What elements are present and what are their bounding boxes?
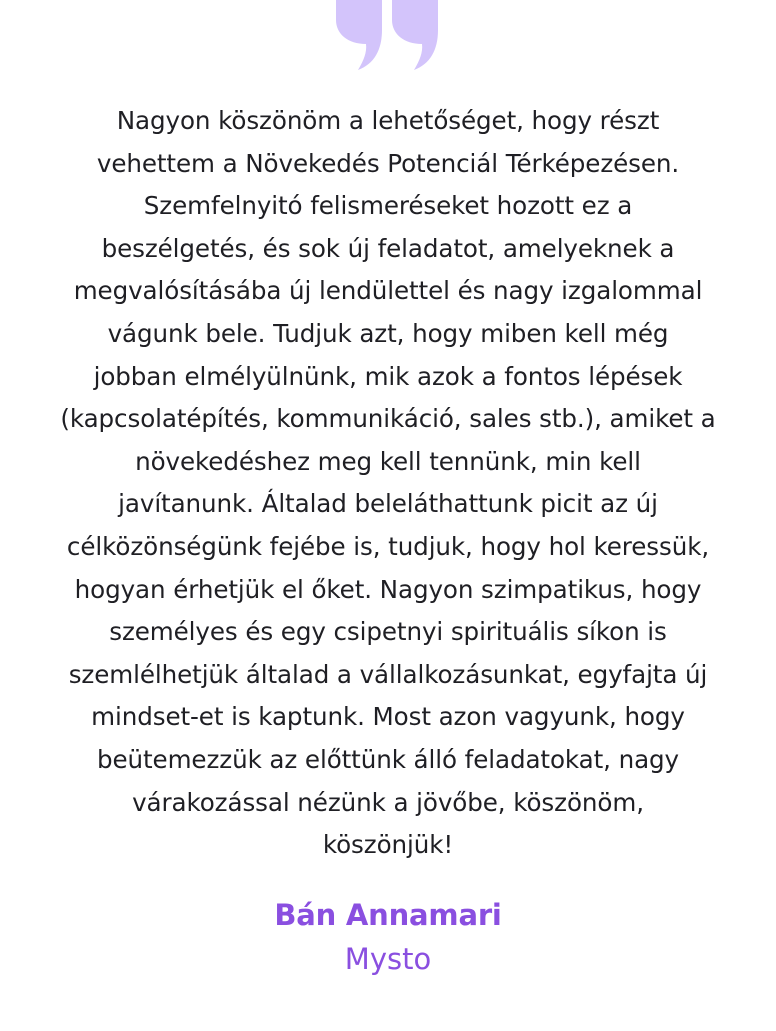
quote-icon: [334, 0, 442, 72]
testimonial-line: célközönségünk fejébe is, tudjuk, hogy hol keressük,: [66, 531, 710, 561]
testimonial-line: (kapcsolatépítés, kommunikáció, sales stb.), amiket a: [60, 404, 716, 434]
testimonial-line: beszélgetés, és sok új feladatot, amelyeknek a: [101, 233, 675, 263]
testimonial-line: vágunk bele. Tudjuk azt, hogy miben kell még: [107, 318, 669, 348]
testimonial-line: Szemfelnyitó felismeréseket hozott ez a: [143, 191, 633, 221]
testimonial-line: növekedéshez meg kell tennünk, min kell: [135, 446, 641, 476]
testimonial-line: Nagyon köszönöm a lehetőséget, hogy részt: [116, 106, 660, 135]
testimonial-line: köszönjük!: [322, 830, 454, 860]
testimonial-line: mindset-et is kaptunk. Most azon vagyunk, hogy: [91, 702, 685, 732]
testimonial-line: személyes és egy csipetnyi spirituális síkon is: [109, 617, 667, 647]
testimonial-line: megvalósításába új lendülettel és nagy izgalommal: [73, 276, 703, 306]
testimonial-line: hogyan érhetjük el őket. Nagyon szimpatikus, hogy: [74, 574, 702, 604]
testimonial-line: szemlélhetjük általad a vállalkozásunkat, egyfajta új: [68, 659, 708, 689]
testimonial-text: [28, 100, 748, 867]
author-name: Bán Annamari: [274, 898, 502, 932]
author-company: Mysto: [344, 942, 432, 976]
testimonial-line: beütemezzük az előttünk álló feladatokat, nagy: [96, 744, 680, 774]
testimonial-line: javítanunk. Általad beleláthattunk picit az új: [118, 489, 658, 519]
testimonial-line: vehettem a Növekedés Potenciál Térképezésen.: [96, 148, 680, 178]
testimonial-line: várakozással nézünk a jövőbe, köszönöm,: [132, 787, 644, 817]
testimonial-line: jobban elmélyülnünk, mik azok a fontos lépések: [93, 361, 683, 391]
